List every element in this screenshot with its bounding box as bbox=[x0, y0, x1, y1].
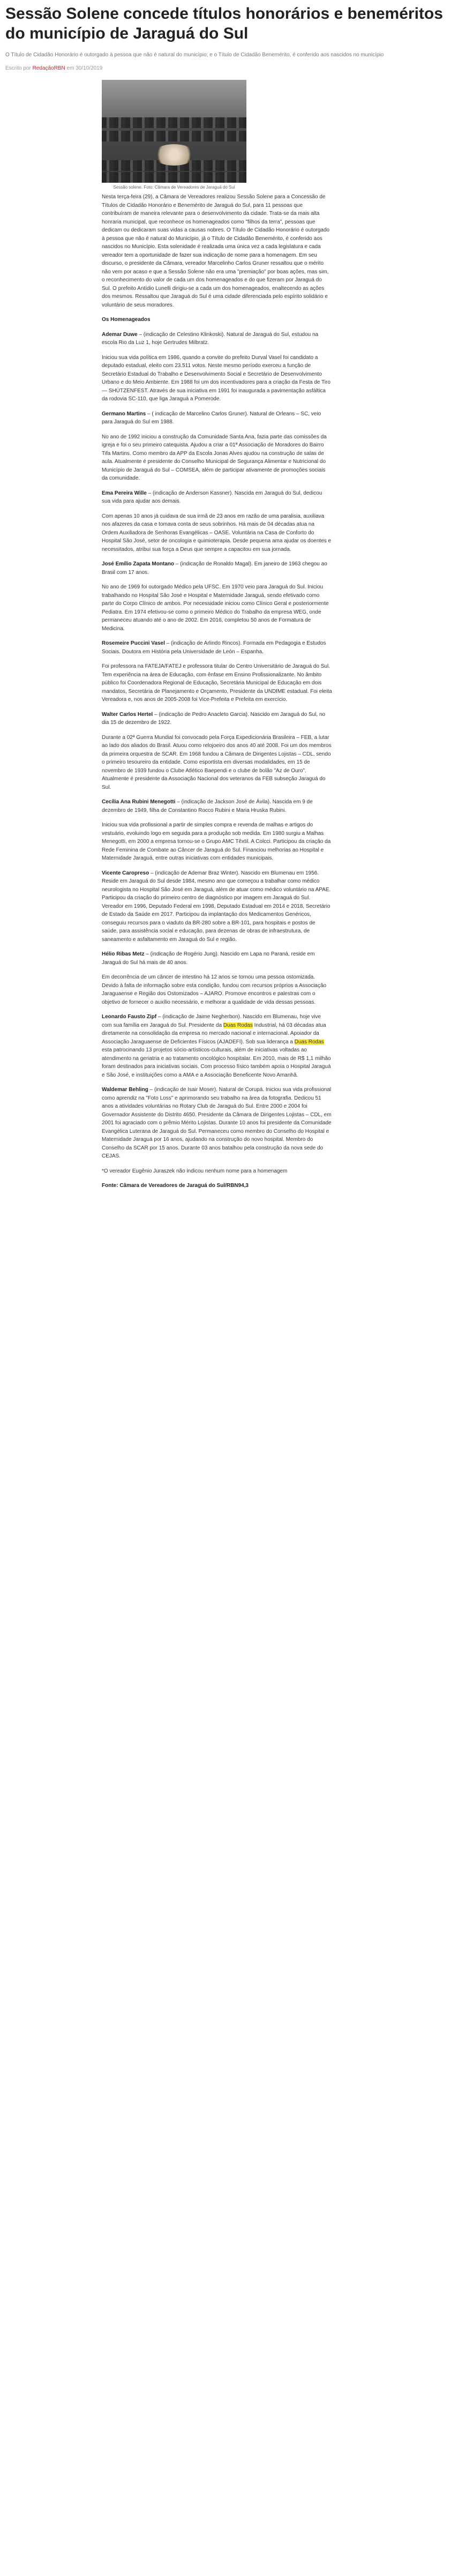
source-line: Fonte: Câmara de Vereadores de Jaraguá do Sul/RBN94,3 bbox=[102, 1183, 249, 1189]
author-link[interactable]: RedaçãoRBN bbox=[32, 65, 65, 72]
honoree-lead: – ( indicação de Marcelino Carlos Gruner). Natural de Orleans – SC, veio para Jaraguá do Sul em 1988. bbox=[102, 410, 321, 425]
honoree-paragraph bbox=[102, 711, 332, 727]
honoree-lead: – (indicação de Arlindo Rincos). Formada em Pedagogia e Estudos Sociais. Doutora em História pela Universidade de León – Espanha. bbox=[102, 640, 326, 655]
honoree-name: Waldemar Behling bbox=[102, 1087, 148, 1093]
section-heading: Os Homenageados bbox=[102, 317, 151, 323]
honoree-lead: Industrial, há 03 décadas atua diretamente na consolidação da empresa no mercado nacional e internacional. Apoiador da Associação Jaraguaense de Deficientes Físicos (AJADEFI). Sob sua liderança a bbox=[102, 1022, 326, 1045]
honoree-paragraph bbox=[102, 639, 332, 656]
honoree-name: Vicente Caropreso bbox=[102, 870, 149, 876]
honoree-paragraph bbox=[102, 798, 332, 815]
honoree-name: Cecília Ana Rubini Menegotti bbox=[102, 799, 176, 805]
honoree-paragraph bbox=[102, 410, 332, 427]
honoree-detail: Com apenas 10 anos já cuidava de sua irmã de 23 anos em razão de uma paralisia, auxiliava nos afazeres da casa e tomava conta de seus sobrinhos. Há mais de 04 décadas atua na Ordem Auxiliadora de Senhoras Evangélicas – OASE. Voluntária na Casa de Conforto do Hospital São José, setor de oncologia e quimioterapia. Desde pequena ama ajudar os doentes e necessitados, atribui sua força a Deus que sempre a capacitou em sua jornada. bbox=[102, 513, 332, 552]
honoree-lead: – (indicação de Ademar Braz Winter). Nascido em Blumenau em 1956. Reside em Jaraguá do Sul desde 1984, mesmo ano que começou a trabalhar como médico neurologista no Hospital São José em Jaraguá, além de atuar como médico voluntário na APAE. Participou da criação do primeiro centro de diagnóstico por imagem em Jaraguá do Sul. Vereador em 1996, Deputado Federal em 1998, Deputado Estadual em 2014 e 2018, Secretário de Estado da Saúde em 2017. Participou da implantação dos Medicamentos Genéricos, conseguiu recursos para o viaduto da BR-280 sobre a BR-101, para hospitais e postos de saúde, para assistência social e educação, para dezenas de obras de infraestrutura, de saneamento e asfaltamento em Jaraguá do Sul e região. bbox=[102, 870, 331, 943]
honoree-lead: – (indicação de Celestino Klinkoski). Natural de Jaraguá do Sul, estudou na escola Rio da Luz 1, hoje Gertrudes Milbratz. bbox=[102, 331, 319, 346]
highlighted-term: Duas Rodas bbox=[294, 1039, 324, 1045]
honoree-paragraph bbox=[102, 1013, 332, 1079]
honoree-lead: – (indicação de Ronaldo Magal). Em janeiro de 1963 chegou ao Brasil com 17 anos. bbox=[102, 561, 327, 576]
honoree-detail: Iniciou sua vida política em 1986, quando a convite do prefeito Durval Vasel foi candidato a deputado estadual, eleito com 23.511 votos. Neste mesmo período exerceu a função de Secretário Estadual do Trabalho e Desenvolvimento Social e Secretário de Desenvolvimento Urbano e do Meio Ambiente. Em 1988 foi um dos incentivadores para a criação da Festa de Tiro — SHÜTZENFEST. Através de sua iniciativa em 1991 foi inaugurada a pavimentação asfáltica da rodovia SC-110, que liga Jaraguá a Pomerode. bbox=[102, 354, 331, 402]
honoree-lead: – (indicação de Jackson José de Ávila). Nascida em 9 de dezembro de 1949, filha de Constantino Rocco Rubini e Maria Hruska Rubini. bbox=[102, 799, 313, 813]
honoree-detail: Iniciou sua vida profissional a partir de simples compra e revenda de malhas e artigos do vestuário, evoluindo logo em seguida para a produção sob medida. Em 1980 surgiu a Malhas Menegotti, em 2000 a empresa tornou-se o Grupo AMC Têxtil. A Colcci. Participou da criação da Rede Feminina de Combate ao Câncer de Jaraguá do Sul. Financiou melhorias ao Hospital e Maternidade Jaraguá, entre outras iniciativas com entidades municipais. bbox=[102, 822, 331, 862]
honoree-name: Ademar Duwe bbox=[102, 331, 138, 338]
honoree-lead: – (indicação de Pedro Anacleto Garcia). Nascido em Jaraguá do Sul, no dia 15 de dezembro de 1922. bbox=[102, 711, 326, 726]
article-meta bbox=[5, 65, 453, 71]
meta-date: 30/10/2019 bbox=[76, 65, 103, 72]
honoree-name: Walter Carlos Hertel bbox=[102, 711, 153, 718]
honoree-name: José Emílio Zapata Montano bbox=[102, 561, 175, 568]
honoree-detail: Foi professora na FATEJA/FATEJ e professora titular do Centro Universitário de Jaraguá do Sul. Tem experiência na área de Educação, com ênfase em Ensino Profissionalizante. No âmbito público foi Coordenadora Regional de Educação, Secretária Municipal de Educação em dois mandatos, Secretária de Planejamento e Orçamento, Presidente da UNDIME estadual. Foi eleita Vereadora e, nos anos de 2005-2008 foi Vice-Prefeita e Prefeita em exercício. bbox=[102, 663, 332, 703]
honoree-name: Ema Pereira Wille bbox=[102, 490, 147, 496]
article-figure bbox=[102, 80, 246, 190]
honoree-lead: – (indicação de Anderson Kassner). Nascida em Jaraguá do Sul, dedicou sua vida para ajudar aos demais. bbox=[102, 490, 322, 505]
article-title: Sessão Solene concede títulos honorários e beneméritos do município de Jaraguá do Sul bbox=[5, 5, 443, 42]
honoree-paragraph bbox=[102, 1086, 332, 1161]
session-photo[interactable] bbox=[102, 80, 246, 183]
honoree-lead: – (indicação de Jaime Negherbon). Nascido em Blumenau, hoje vive com sua família em Jaraguá do Sul. Presidente da bbox=[102, 1014, 321, 1028]
honoree-paragraph bbox=[102, 869, 332, 944]
honoree-name: Germano Martins bbox=[102, 410, 146, 417]
honoree-name: Leonardo Fausto Zipf bbox=[102, 1014, 157, 1020]
honoree-paragraph bbox=[102, 950, 332, 967]
footnote: *O vereador Eugênio Juraszek não indicou nenhum nome para a homenagem bbox=[102, 1168, 288, 1174]
intro-paragraph: Nesta terça-feira (29), a Câmara de Vereadores realizou Sessão Solene para a Concessão de Títulos de Cidadão Honorário e Benemérito de Jaraguá do Sul, para 11 pessoas que contribuíram de maneira relevante para o desenvolvimento da cidade. Trata-se da mais alta honraria municipal, que reconhece os homenageados como "filhos da terra", pessoas que dedicam ou dedicaram suas vidas a causas nobres. O Título de Cidadão Honorário é outorgado à pessoa que não é natural do Município, já o Título de Cidadão Benemérito, é conferido aos nascidos no Município. Esta solenidade é realizada uma única vez a cada legislatura e cada vereador tem a oportunidade de fazer sua indicação de nome para a homenagem. Em seu discurso, o presidente da Câmara, vereador Marcelinho Carlos Gruner ressaltou que o mérito não vem por acaso e que a Sessão Solene não era uma "premiação" por boas ações, mas sim, o reconhecimento do valor de cada um dos homenageados e do que fizeram por Jaraguá do Sul. O prefeito Antídio Lunelli dirigiu-se a cada um dos homenageados, enaltecendo as ações dos mesmos. Ressaltou que Jaraguá do Sul é uma cidade diferenciada pelo espírito solidário e voluntário de seus moradores. bbox=[102, 194, 330, 308]
honoree-lead: esta patrocinando 13 projetos sócio-artísticos-culturais, além de iniciativas voltadas ao atendimento na geriatria e ao tratamento oncológico hospitalar. Em 2010, mais de R$ 1,1 milhão foram destinados para iniciativas sociais. Com processo físico também apoia o Hospital Jaraguá e São José, e instituições como a AMA e a Associação Beneficente Novo Amanhã. bbox=[102, 1047, 331, 1078]
honoree-detail: Durante a 02ª Guerra Mundial foi convocado pela Força Expedicionária Brasileira – FEB, a lutar ao lado dos aliados do Brasil. Atuou como relojoeiro dos anos 40 até 2008. Foi um dos membros da primeira orquestra de SCAR. Em 1968 fundou a Câmara de Dirigentes Lojistas – CDL, sendo o primeiro tesoureiro da entidade. Como esportista em diversas modalidades, em 15 de novembro de 1939 fundou o Clube Atlético Baependi e o clube de bolão "Az de Ouro". Atualmente é presidente da Associação Nacional dos veteranos da FEB subseção Jaraguá do Sul. bbox=[102, 734, 332, 790]
honoree-lead: – (indicação de Isair Moser). Natural de Corupá. Iniciou sua vida profissional como aprendiz na "Foto Loss" e aprimorando seu trabalho na área da fotografia. Dedicou 51 anos a atividades voluntárias no Rotary Club de Jaraguá do Sul. Entre 2000 e 2004 foi Governador Assistente do Distrito 4650. Presidente da Câmara de Dirigentes Lojistas – CDL, em 2001 foi agraciado com o prêmio Mérito Lojistas. Durante 10 anos foi presidente da Comunidade Evangélica Luterana de Jaraguá do Sul. Permaneceu como membro do Conselho do Hospital e Maternidade Jaraguá por 16 anos, ajudando na construção do novo hospital. Membro do Conselho da SCAR por 15 anos. Durante 03 anos batalhou pela construção da nova sede do CEJAS. bbox=[102, 1087, 332, 1160]
honoree-detail: Em decorrência de um câncer de intestino há 12 anos se tornou uma pessoa ostomizada. Devido à falta de informação sobre esta condição, fundou com recursos próprios a Associação Jaraguaense e Região dos Ostomizados – AJARO. Promove encontros e palestras com o objetivo de fornecer o auxílio necessário, e melhorar a qualidade de vida dessas pessoas. bbox=[102, 974, 327, 1005]
honoree-name: Rosemeire Puccini Vasel bbox=[102, 640, 165, 647]
honoree-paragraph bbox=[102, 331, 332, 347]
article-body bbox=[102, 193, 332, 1190]
meta-on: em bbox=[66, 65, 74, 72]
article-page bbox=[0, 0, 458, 1190]
honoree-paragraph bbox=[102, 489, 332, 506]
highlighted-term: Duas Rodas bbox=[223, 1022, 253, 1028]
honoree-paragraph bbox=[102, 560, 332, 577]
honoree-detail: No ano de 1969 foi outorgado Médico pela UFSC. Em 1970 veio para Jaraguá do Sul. Iniciou trabalhando no Hospital São José e Hospital e Maternidade Jaraguá, sendo efetivado como parte do Corpo Clínico de ambos. Por necessidade iniciou como Clínico Geral e posteriormente Pediatra. Em 1974 efetivou-se como o primeiro Médico do Trabalho da empresa WEG, onde permaneceu atuando até o ano de 2002. Em 2016, completou 50 anos de Formatura de Medicina. bbox=[102, 584, 329, 632]
honoree-lead: – (indicação de Rogério Jung). Nascido em Lapa no Paraná, reside em Jaraguá do Sul há mais de 40 anos. bbox=[102, 951, 315, 966]
photo-caption: Sessão solene. Foto: Câmara de Vereadores de Jaraguá do Sul bbox=[113, 185, 235, 190]
honoree-detail: No ano de 1992 iniciou a construção da Comunidade Santa Ana, fazia parte das comissões da igreja e foi o seu primeiro catequista. Ajudou a criar a 01ª Associação de Moradores do Bairro Tifa Martins. Como membro da APP da Escola Jonas Alves ajudou na construção de salas de aula. Atualmente é presidente do Conselho Municipal de Segurança Alimentar e Nutricional do Município de Jaraguá do Sul – COMSEA, além de participar ativamente de promoções sociais da comunidade. bbox=[102, 434, 327, 482]
article-lead: O Título de Cidadão Honorário é outorgado à pessoa que não é natural do município; e o Título de Cidadão Benemérito, é conferido aos nascidos no município bbox=[5, 52, 384, 58]
meta-prefix: Escrito por bbox=[5, 65, 31, 72]
honoree-name: Hélio Ribas Metz bbox=[102, 951, 145, 958]
